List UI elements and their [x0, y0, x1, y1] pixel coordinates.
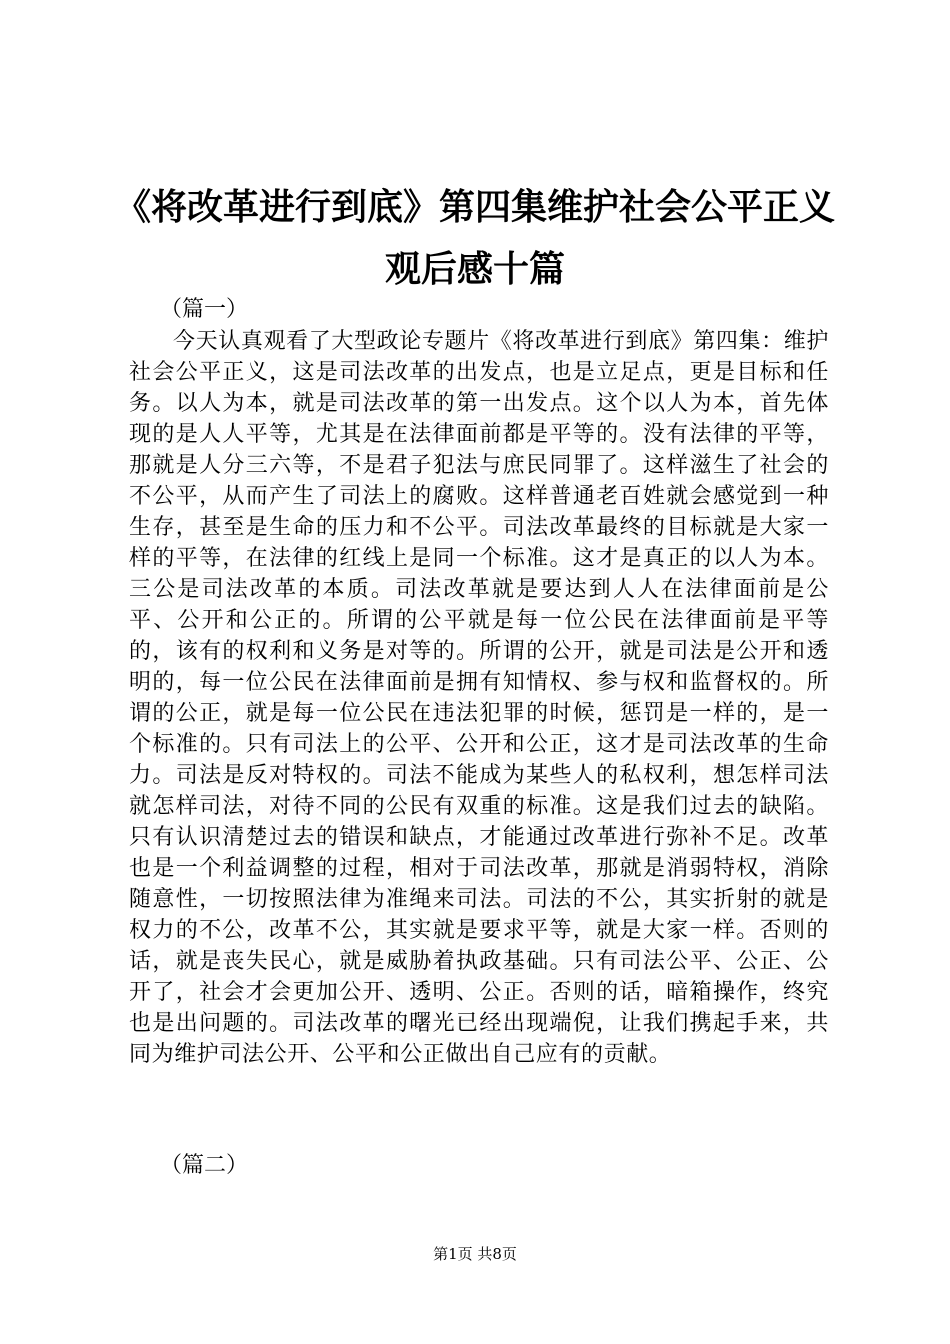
body-paragraph-1: 今天认真观看了大型政论专题片《将改革进行到底》第四集：维护社会公平正义，这是司法改革的出发点，也是立足点，更是目标和任务。以人为本，就是司法改革的第一出发点。这个以人为本，首先体现的是人人平等，尤其是在法律面前都是平等的。没有法律的平等，那就是人分三六等，不是君子犯法与庶民同罪了。这样滋生了社会的不公平，从而产生了司法上的腐败。这样普通老百姓就会感觉到一种生存，甚至是生命的压力和不公平。司法改革最终的目标就是大家一样的平等，在法律的红线上是同一个标准。这才是真正的以人为本。三公是司法改革的本质。司法改革就是要达到人人在法律面前是公平、公开和公正的。所谓的公平就是每一位公民在法律面前是平等的，该有的权利和义务是对等的。所谓的公开，就是司法是公开和透明的，每一位公民在法律面前是拥有知情权、参与权和监督权的。所谓的公正，就是每一位公民在违法犯罪的时候，惩罚是一样的，是一个标准的。只有司法上的公平、公开和公正，这才是司法改革的生命力。司法是反对特权的。司法不能成为某些人的私权利，想怎样司法就怎样司法，对待不同的公民有双重的标准。这是我们过去的缺陷。只有认识清楚过去的错误和缺点，才能通过改革进行弥补不足。改革也是一个利益调整的过程，相对于司法改革，那就是消弱特权，消除随意性，一切按照法律为准绳来司法。司法的不公，其实折射的就是权力的不公，改革不公，其实就是要求平等，就是大家一样。否则的话，就是丧失民心，就是威胁着执政基础。只有司法公平、公正、公开了，社会才会更加公开、透明、公正。否则的话，暗箱操作，终究也是出问题的。司法改革的曙光已经出现端倪，让我们携起手来，共同为维护司法公开、公平和公正做出自己应有的贡献。: [129, 329, 829, 1067]
document-title-line-2: 观后感十篇: [384, 249, 565, 290]
page-number-footer: 第1页 共8页: [433, 1245, 517, 1263]
section-heading-2: （篇二）: [160, 1153, 249, 1178]
section-heading-1: （篇一）: [160, 297, 249, 322]
document-title-line-1: 《将改革进行到底》第四集维护社会公平正义: [114, 187, 835, 228]
